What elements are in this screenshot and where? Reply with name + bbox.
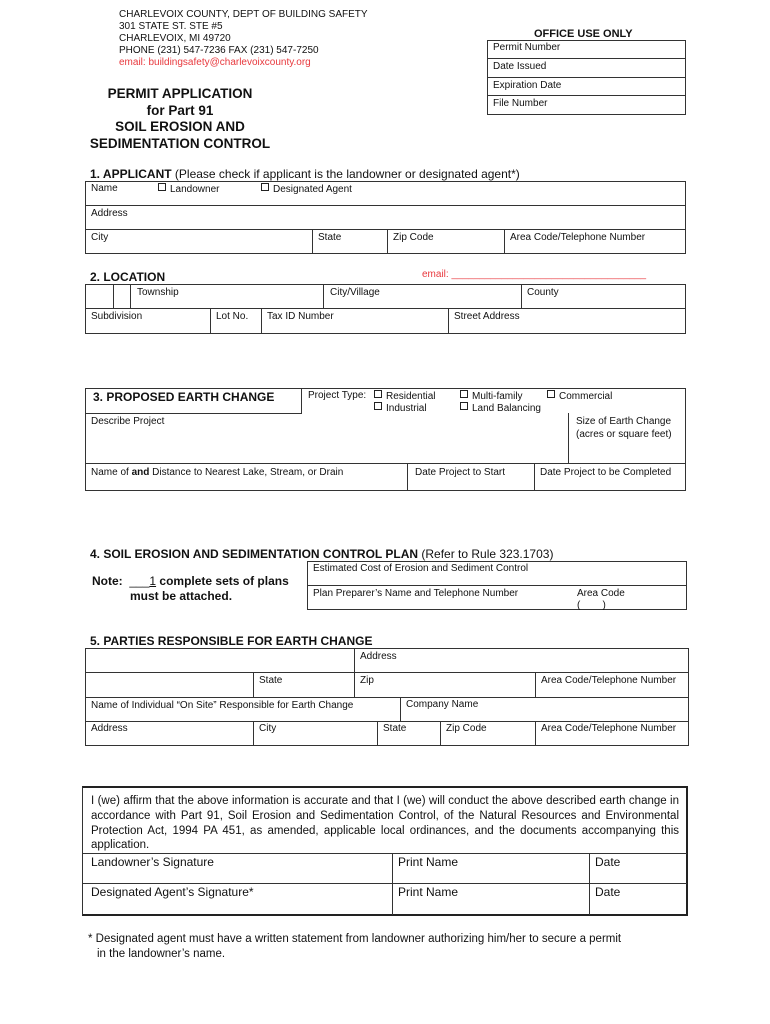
area-code-label: Area Code [577,588,625,599]
size-of-earth-change-field[interactable] [576,416,672,441]
date-start-field[interactable]: Date Project to Start [415,467,506,478]
note-line-2: must be attached. [130,589,233,603]
section-4-heading [90,547,553,561]
section-1-desc: (Please check if applicant is the landowner or designated agent*) [171,167,520,181]
land-balancing-checkbox[interactable] [460,402,541,415]
file-number-field[interactable]: File Number [493,98,548,109]
checkbox-icon [261,183,269,191]
footnote-line-1: * Designated agent must have a written statement from landowner authorizing him/her to secure a permit [88,933,622,945]
header-line-4: PHONE (231) 547-7236 FAX (231) 547-7250 [119,45,319,56]
date-issued-field[interactable]: Date Issued [493,61,547,72]
nearest-label-pre: Name of [91,467,132,478]
onsite-address-field[interactable]: Address [91,723,128,734]
nearest-water-field[interactable] [91,467,343,479]
footnote-line-2: in the landowner’s name. [97,948,226,960]
checkbox-icon [374,402,382,410]
plan-preparer-field[interactable]: Plan Preparer’s Name and Telephone Number [313,588,519,599]
party-phone-field[interactable]: Area Code/Telephone Number [541,675,677,686]
tax-id-field[interactable]: Tax ID Number [267,311,334,322]
party-zip-field[interactable]: Zip [360,675,374,686]
landowner-checkbox[interactable] [158,183,219,196]
title-line-1: PERMIT APPLICATION [107,86,253,101]
land-balancing-label: Land Balancing [472,403,541,414]
area-code-paren: ( ) [577,600,606,611]
describe-project-field[interactable]: Describe Project [91,416,165,427]
checkbox-icon [460,390,468,398]
affirmation-text: I (we) affirm that the above information is accurate and that I (we) will conduct the above described earth change in accordance with Part 91, Soil Erosion and Sedimentation Control, of the Natural Resources and Environmental Protection Act, 1994 PA 451, as amended, applicable local ordinances, and the documents accompanying this application. [91,795,679,852]
industrial-checkbox[interactable] [374,402,427,415]
applicant-city-field[interactable]: City [91,232,109,243]
applicant-phone-field[interactable]: Area Code/Telephone Number [510,232,646,243]
party-address-field[interactable]: Address [360,651,397,662]
section-1-heading [90,167,520,181]
title-line-4: SEDIMENTATION CONTROL [89,135,271,151]
commercial-label: Commercial [559,391,613,402]
date-complete-field[interactable]: Date Project to be Completed [540,467,672,478]
industrial-label: Industrial [386,403,427,414]
footnote [88,932,621,962]
landowner-label: Landowner [170,184,220,195]
note-blank: ___ [129,574,150,588]
plans-note [92,574,289,604]
party-state-field[interactable]: State [259,675,283,686]
multifamily-label: Multi-family [472,391,523,402]
checkbox-icon [374,390,382,398]
onsite-zip-field[interactable]: Zip Code [446,723,487,734]
lot-number-field[interactable]: Lot No. [216,311,249,322]
section-5-heading: 5. PARTIES RESPONSIBLE FOR EARTH CHANGE [90,634,373,648]
estimated-cost-field[interactable]: Estimated Cost of Erosion and Sediment Control [313,563,529,574]
expiration-date-field[interactable]: Expiration Date [493,80,562,91]
note-label: Note: [92,574,123,588]
township-field[interactable]: Township [137,287,179,298]
note-text: complete sets of plans [156,574,289,588]
landowner-print-name-field[interactable]: Print Name [398,855,459,869]
section-1-title: 1. APPLICANT [90,167,172,181]
county-field[interactable]: County [527,287,559,298]
title-line-2: for Part 91 [146,102,214,118]
section-4-ref: (Refer to Rule 323.1703) [418,547,554,561]
section-3-heading: 3. PROPOSED EARTH CHANGE [93,390,275,404]
header-line-3: CHARLEVOIX, MI 49720 [119,33,231,44]
checkbox-icon [547,390,555,398]
landowner-date-field[interactable]: Date [595,855,621,869]
designated-agent-label: Designated Agent [273,184,352,195]
header-line-2: 301 STATE ST. STE #5 [119,21,223,32]
header-email: email: buildingsafety@charlevoixcounty.org [119,57,311,68]
city-village-field[interactable]: City/Village [330,287,380,298]
agent-signature-field[interactable]: Designated Agent’s Signature* [91,885,254,899]
applicant-zip-field[interactable]: Zip Code [393,232,434,243]
office-use-title: OFFICE USE ONLY [534,28,633,40]
agent-date-field[interactable]: Date [595,885,621,899]
section-4-title: 4. SOIL EROSION AND SEDIMENTATION CONTROL PLAN [90,547,419,561]
plans-count[interactable]: 1 [149,574,157,588]
title-line-3: SOIL EROSION AND [115,119,245,134]
applicant-state-field[interactable]: State [318,232,342,243]
street-address-field[interactable]: Street Address [454,311,520,322]
designated-agent-checkbox[interactable] [261,183,352,196]
checkbox-icon [158,183,166,191]
permit-number-field[interactable]: Permit Number [493,42,561,53]
applicant-address-field[interactable]: Address [91,208,128,219]
header-line-1: CHARLEVOIX COUNTY, DEPT OF BUILDING SAFETY [119,9,368,20]
size-label-2: (acres or square feet) [576,429,672,440]
nearest-label-bold: and [131,467,150,478]
area-code-field[interactable] [577,588,625,612]
size-label-1: Size of Earth Change [576,416,672,427]
company-name-field[interactable]: Company Name [406,699,479,710]
residential-label: Residential [386,391,436,402]
applicant-email-field[interactable]: email: ___________________________________ [422,269,647,280]
onsite-state-field[interactable]: State [383,723,407,734]
applicant-name-field[interactable]: Name [91,183,118,194]
onsite-city-field[interactable]: City [259,723,277,734]
landowner-signature-field[interactable]: Landowner’s Signature [91,855,214,869]
agent-print-name-field[interactable]: Print Name [398,885,459,899]
section-2-heading: 2. LOCATION [90,270,166,284]
county-header [119,9,368,69]
checkbox-icon [460,402,468,410]
subdivision-field[interactable]: Subdivision [91,311,143,322]
page-title [80,86,280,152]
commercial-checkbox[interactable] [547,390,612,403]
onsite-name-field[interactable]: Name of Individual “On Site” Responsible for Earth Change [91,700,354,711]
project-type-label: Project Type: [308,390,367,401]
nearest-label-post: Distance to Nearest Lake, Stream, or Drain [149,467,344,478]
onsite-phone-field[interactable]: Area Code/Telephone Number [541,723,677,734]
